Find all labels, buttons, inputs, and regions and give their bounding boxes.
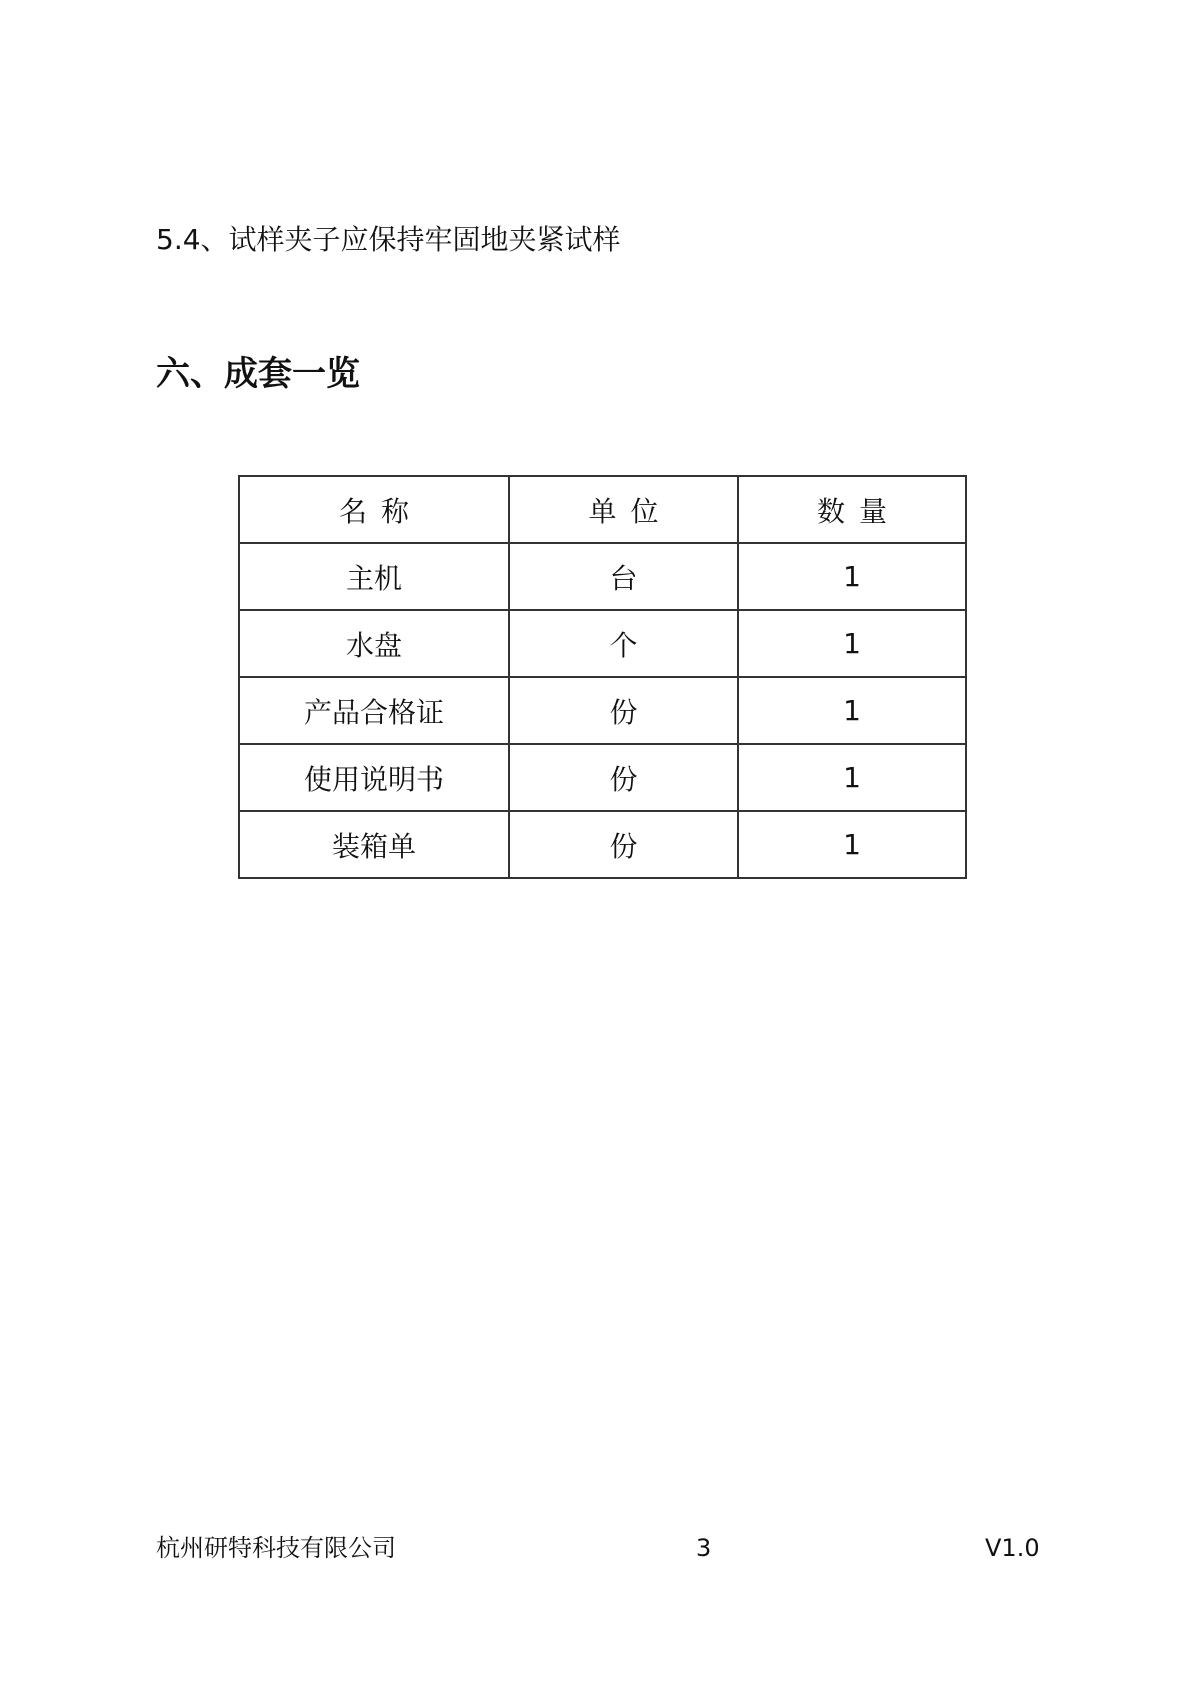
- cell-quantity: 1: [738, 677, 966, 744]
- section-heading-kit-list: 六、成套一览: [156, 354, 360, 394]
- table-row: [239, 543, 966, 610]
- cell-unit: 个: [509, 610, 738, 677]
- cell-quantity: 1: [738, 610, 966, 677]
- table-row: [239, 610, 966, 677]
- cell-quantity: 1: [738, 811, 966, 878]
- section-item-5-4: 5.4、试样夹子应保持牢固地夹紧试样: [156, 223, 621, 256]
- footer-version: V1.0: [985, 1534, 1040, 1562]
- table-row: [239, 811, 966, 878]
- cell-name: 装箱单: [239, 811, 509, 878]
- cell-name: 水盘: [239, 610, 509, 677]
- header-quantity: 数量: [738, 476, 966, 543]
- table-row: [239, 677, 966, 744]
- cell-unit: 份: [509, 811, 738, 878]
- cell-unit: 台: [509, 543, 738, 610]
- table-header-row: [239, 476, 966, 543]
- footer-company-name: 杭州研特科技有限公司: [156, 1534, 396, 1562]
- cell-unit: 份: [509, 744, 738, 811]
- header-unit: 单位: [509, 476, 738, 543]
- table-row: [239, 744, 966, 811]
- cell-unit: 份: [509, 677, 738, 744]
- kit-list-table: [238, 475, 967, 879]
- cell-quantity: 1: [738, 744, 966, 811]
- cell-quantity: 1: [738, 543, 966, 610]
- footer-page-number: 3: [696, 1534, 712, 1562]
- cell-name: 使用说明书: [239, 744, 509, 811]
- cell-name: 产品合格证: [239, 677, 509, 744]
- cell-name: 主机: [239, 543, 509, 610]
- header-name: 名称: [239, 476, 509, 543]
